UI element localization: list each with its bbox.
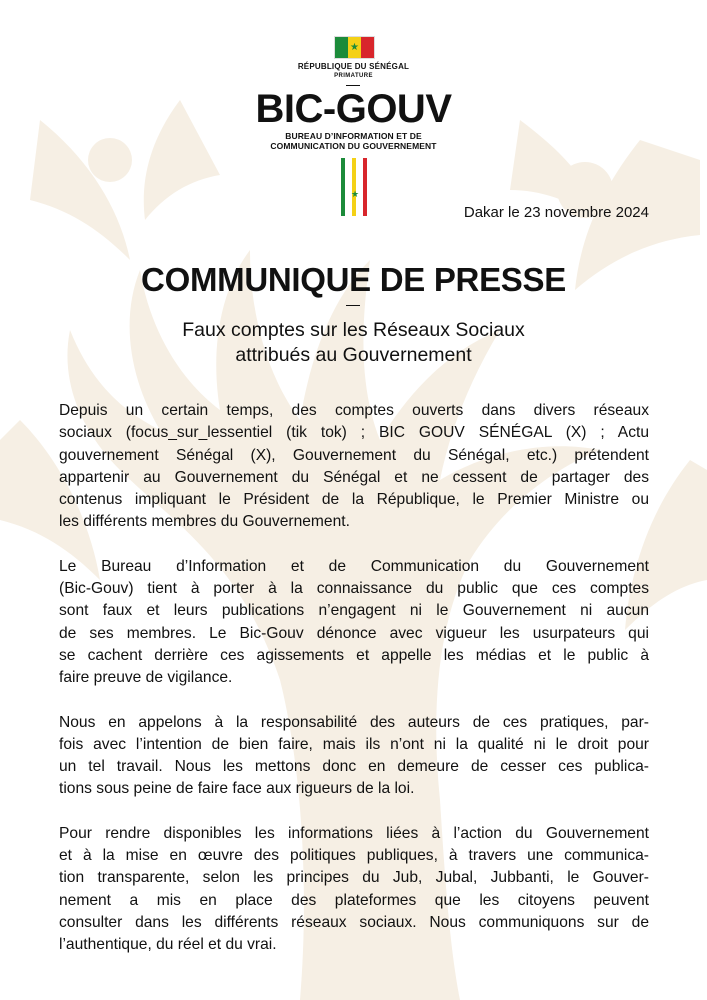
- subtitle: [0, 318, 707, 368]
- text-line: l’authentique, du réel et du vrai.: [59, 936, 277, 954]
- text-line: tion transparente, selon les principes du Jub, Jubal, Jubbanti, le Gouver-: [59, 869, 649, 887]
- text-line: de ses membres. Le Bic-Gouv dénonce avec vigueur les usurpateurs qui: [59, 624, 649, 642]
- paragraph: [59, 712, 649, 801]
- text-line: Nous en appelons à la responsabilité des auteurs de ces pratiques, par-: [59, 713, 649, 731]
- subtitle-line-2: attribués au Gouvernement: [235, 344, 472, 366]
- text-line: fois avec l’intention de bien faire, mais ils n’ont ni la qualité ni le droit pour: [59, 735, 649, 753]
- text-line: se cachent derrière ces agissements et appelle les médias et le public à: [59, 646, 649, 664]
- text-line: contenus impliquant le Président de la République, le Premier Ministre ou: [59, 491, 649, 509]
- text-line: Le Bureau d’Information et de Communication du Gouvernement: [59, 557, 649, 575]
- flag-star-icon: ★: [350, 41, 359, 53]
- bar-yellow: [352, 158, 356, 216]
- text-line: faire preuve de vigilance.: [59, 669, 233, 687]
- text-line: Depuis un certain temps, des comptes ouverts dans divers réseaux: [59, 402, 649, 419]
- republic-label: RÉPUBLIQUE DU SÉNÉGAL: [297, 62, 410, 71]
- text-line: et à la mise en œuvre des politiques publiques, à travers une communica-: [59, 847, 649, 865]
- text-line: (Bic-Gouv) tient à porter à la connaissance du public que ces comptes: [59, 580, 649, 598]
- text-line: consulter dans les différents réseaux sociaux. Nous communiquons sur de: [59, 913, 649, 931]
- subtitle-line-1: Faux comptes sur les Réseaux Sociaux: [182, 319, 525, 341]
- text-line: gouvernement Sénégal (X), Gouvernement du Sénégal, etc.) prétendent: [59, 446, 649, 464]
- text-line: Pour rendre disponibles les informations liées à l’action du Gouvernement: [59, 824, 649, 842]
- brand-logo-text: BIC-GOUV: [255, 87, 452, 131]
- text-line: appartenir au Gouvernement du Sénégal et ne cessent de partager des: [59, 468, 649, 486]
- title-divider: [346, 305, 360, 306]
- bureau-name: [0, 131, 707, 151]
- page-title: COMMUNIQUE DE PRESSE: [141, 261, 566, 298]
- flag-green-band: [335, 37, 348, 58]
- flag-yellow-band: [348, 37, 361, 58]
- bureau-line-1: BUREAU D’INFORMATION ET DE: [285, 131, 422, 141]
- bar-green: [341, 158, 345, 216]
- bar-red: [363, 158, 367, 216]
- senegal-flag-icon: [334, 36, 375, 59]
- bar-star-icon: ★: [351, 189, 360, 199]
- paragraph: [59, 823, 649, 957]
- text-line: les différents membres du Gouvernement.: [59, 513, 350, 531]
- bureau-line-2: COMMUNICATION DU GOUVERNEMENT: [270, 141, 437, 151]
- flag-bars-icon: [338, 158, 370, 216]
- primature-label: PRIMATURE: [334, 73, 373, 79]
- text-line: sont faux et leurs publications n’engagent ni le Gouvernement ni aucun: [59, 602, 649, 620]
- text-line: sociaux (focus_sur_lessentiel (tik tok) ; BIC GOUV SÉNÉGAL (X) ; Actu: [59, 424, 649, 442]
- flag-red-band: [361, 37, 374, 58]
- text-line: tions sous peine de faire face aux rigueurs de la loi.: [59, 780, 415, 798]
- press-release-body: [59, 400, 649, 979]
- text-line: un tel travail. Nous les mettons donc en demeure de cesser ces publica-: [59, 758, 649, 776]
- paragraph: [59, 556, 649, 690]
- paragraph: [59, 400, 649, 534]
- text-line: nement a mis en place des plateformes que les citoyens peuvent: [59, 891, 649, 909]
- document-date: Dakar le 23 novembre 2024: [463, 204, 649, 221]
